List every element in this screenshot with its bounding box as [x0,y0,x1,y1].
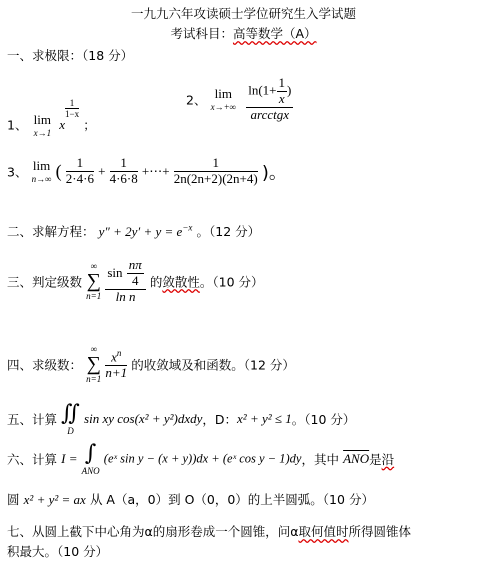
q3-fraction [105,258,145,305]
q2-exponent: −x [182,222,193,233]
q7-text-c: 所得圆锥体 [348,524,412,539]
q1-p1-exponent [65,98,79,120]
paren-open: ( [55,160,62,181]
q3-score: 。（10 分） [199,274,264,290]
q7-text-a: 七、从圆上截下中心角为α的扇形卷成一个圆锥，问α [7,524,299,539]
lim-text: lim [32,157,51,173]
sin-text: sin [107,264,123,280]
sum-bottom: n=1 [86,374,102,385]
q1-p3-label: 3、 [7,164,28,180]
q4-numerator [105,348,127,366]
q6-shi: 是 [369,451,382,467]
lim-text: lim [214,85,232,101]
q1-p1-tail: ； [83,117,96,133]
q5-score: 。（10 分） [291,411,356,427]
q1-p1-limit [34,113,52,138]
t2-den: 4·6·8 [109,170,138,186]
npi-frac [127,258,144,289]
x-base: x [111,349,117,365]
path-sub: ANO [81,466,100,477]
q5-sep: ，D： [202,411,238,427]
lim-sub: x→1 [33,128,52,139]
exp-den: 1−x [65,109,80,120]
q5-integrand: sin xy cos(x² + y²)dxdy [84,410,203,426]
q6-heading: 六、计算 [7,451,58,467]
ln-close: ) [287,82,292,98]
lim-sub: x→+∞ [210,101,237,112]
q1-p3-limit [32,159,52,184]
paren-close: )。 [261,162,287,184]
region-sub: D [67,426,74,437]
q6-mid: ，其中 [301,451,339,467]
q1-p2-numerator [246,76,293,108]
double-integral-symbol: ∬ [61,401,80,426]
q6-lhs: I = [61,450,78,466]
q4-sum [86,344,101,385]
q3-denominator: ln n [115,288,136,304]
q4-denominator: n+1 [105,365,128,380]
q2-line [7,222,260,240]
four: 4 [131,272,139,288]
lim-text: lim [33,112,52,128]
q7-line2: 积最大。（10 分） [7,544,109,559]
q1-p2-fraction [246,76,293,123]
exam-title: 一九九六年攻读硕士学位研究生入学试题 [130,6,356,21]
sum-symbol: ∑ [86,270,101,293]
exp-num: 1 [65,98,79,109]
q5-line [7,401,355,437]
q5-region: x² + y² ≤ 1 [237,410,292,426]
q4-tail: 的收敛域及和函数。（12 分） [131,357,295,373]
q6-line2 [7,490,374,508]
subject-name: 高等数学（A） [232,26,317,41]
inner-den: x [278,90,285,106]
q5-heading: 五、计算 [7,411,58,427]
q1-part3 [7,156,287,187]
q3-sum [86,261,101,302]
subject-label: 考试科目： [170,26,233,41]
q6-integrand: (eˣ sin y − (x + y))dx + (eˣ cos y − 1)dy [103,451,302,466]
q5-double-integral [61,401,80,437]
ln-open: ln(1+ [248,82,277,98]
q3-convergence: 敛散性 [162,274,200,290]
q7-line1 [7,522,411,540]
arc-ano: $\overline{ANO}$ [343,450,370,466]
q4-fraction [105,348,127,381]
q6-circle-eq: x² + y² = ax [23,492,86,507]
q3-de: 的 [149,274,163,290]
inner-frac [277,76,288,107]
inner-num: 1 [278,75,285,90]
sum-top: ∞ [90,261,97,272]
q6-line-integral [82,441,100,477]
q6-line2-tail: 从 A（a，0）到 O（0，0）的上半圆弧。（10 分） [89,492,374,507]
q2-heading: 二、求解方程： [7,224,95,239]
q6-circle-word: 圆 [7,492,20,507]
integral-symbol: ∫ [84,441,97,466]
q1-part1 [7,98,96,138]
q1-p2-label: 2、 [186,92,207,108]
term-1 [66,156,94,187]
q3-line [7,258,264,305]
q1-p2-denominator: arcctgx [250,106,290,122]
plus-sign: + [98,163,106,179]
ellipsis-plus: +⋯+ [141,163,170,179]
t3-num: 1 [174,156,258,172]
q2-equation: y″ + 2y′ + y = e [98,224,183,239]
sum-top: ∞ [90,344,97,354]
sum-bottom: n=1 [86,291,102,302]
npi: nπ [128,257,142,272]
t3-den: 2n(2n+2)(2n+4) [173,170,258,186]
t2-num: 1 [110,156,138,172]
q1-p2-limit [211,87,236,112]
t1-num: 1 [66,156,94,172]
q3-heading: 三、判定级数 [7,274,83,290]
subject-line [0,24,487,42]
sum-symbol: ∑ [86,353,101,376]
term-2 [110,156,138,187]
q6-along: 沿 [381,451,395,467]
q4-line [7,344,295,385]
q4-heading: 四、求级数： [7,357,83,373]
q1-heading: 一、求极限：（18 分） [7,48,134,63]
q2-score: 。（12 分） [196,224,261,239]
q1-part2 [186,76,293,123]
lim-sub: n→∞ [31,173,52,184]
x-exp: n [116,347,122,358]
q3-numerator [105,258,145,290]
q6-line1 [7,441,394,477]
q1-p1-base: x [59,117,66,133]
q1-p1-label: 1、 [7,117,28,133]
t1-den: 2·4·6 [65,170,94,186]
term-n [174,156,258,187]
q7-text-b: 取何值时 [298,524,349,539]
